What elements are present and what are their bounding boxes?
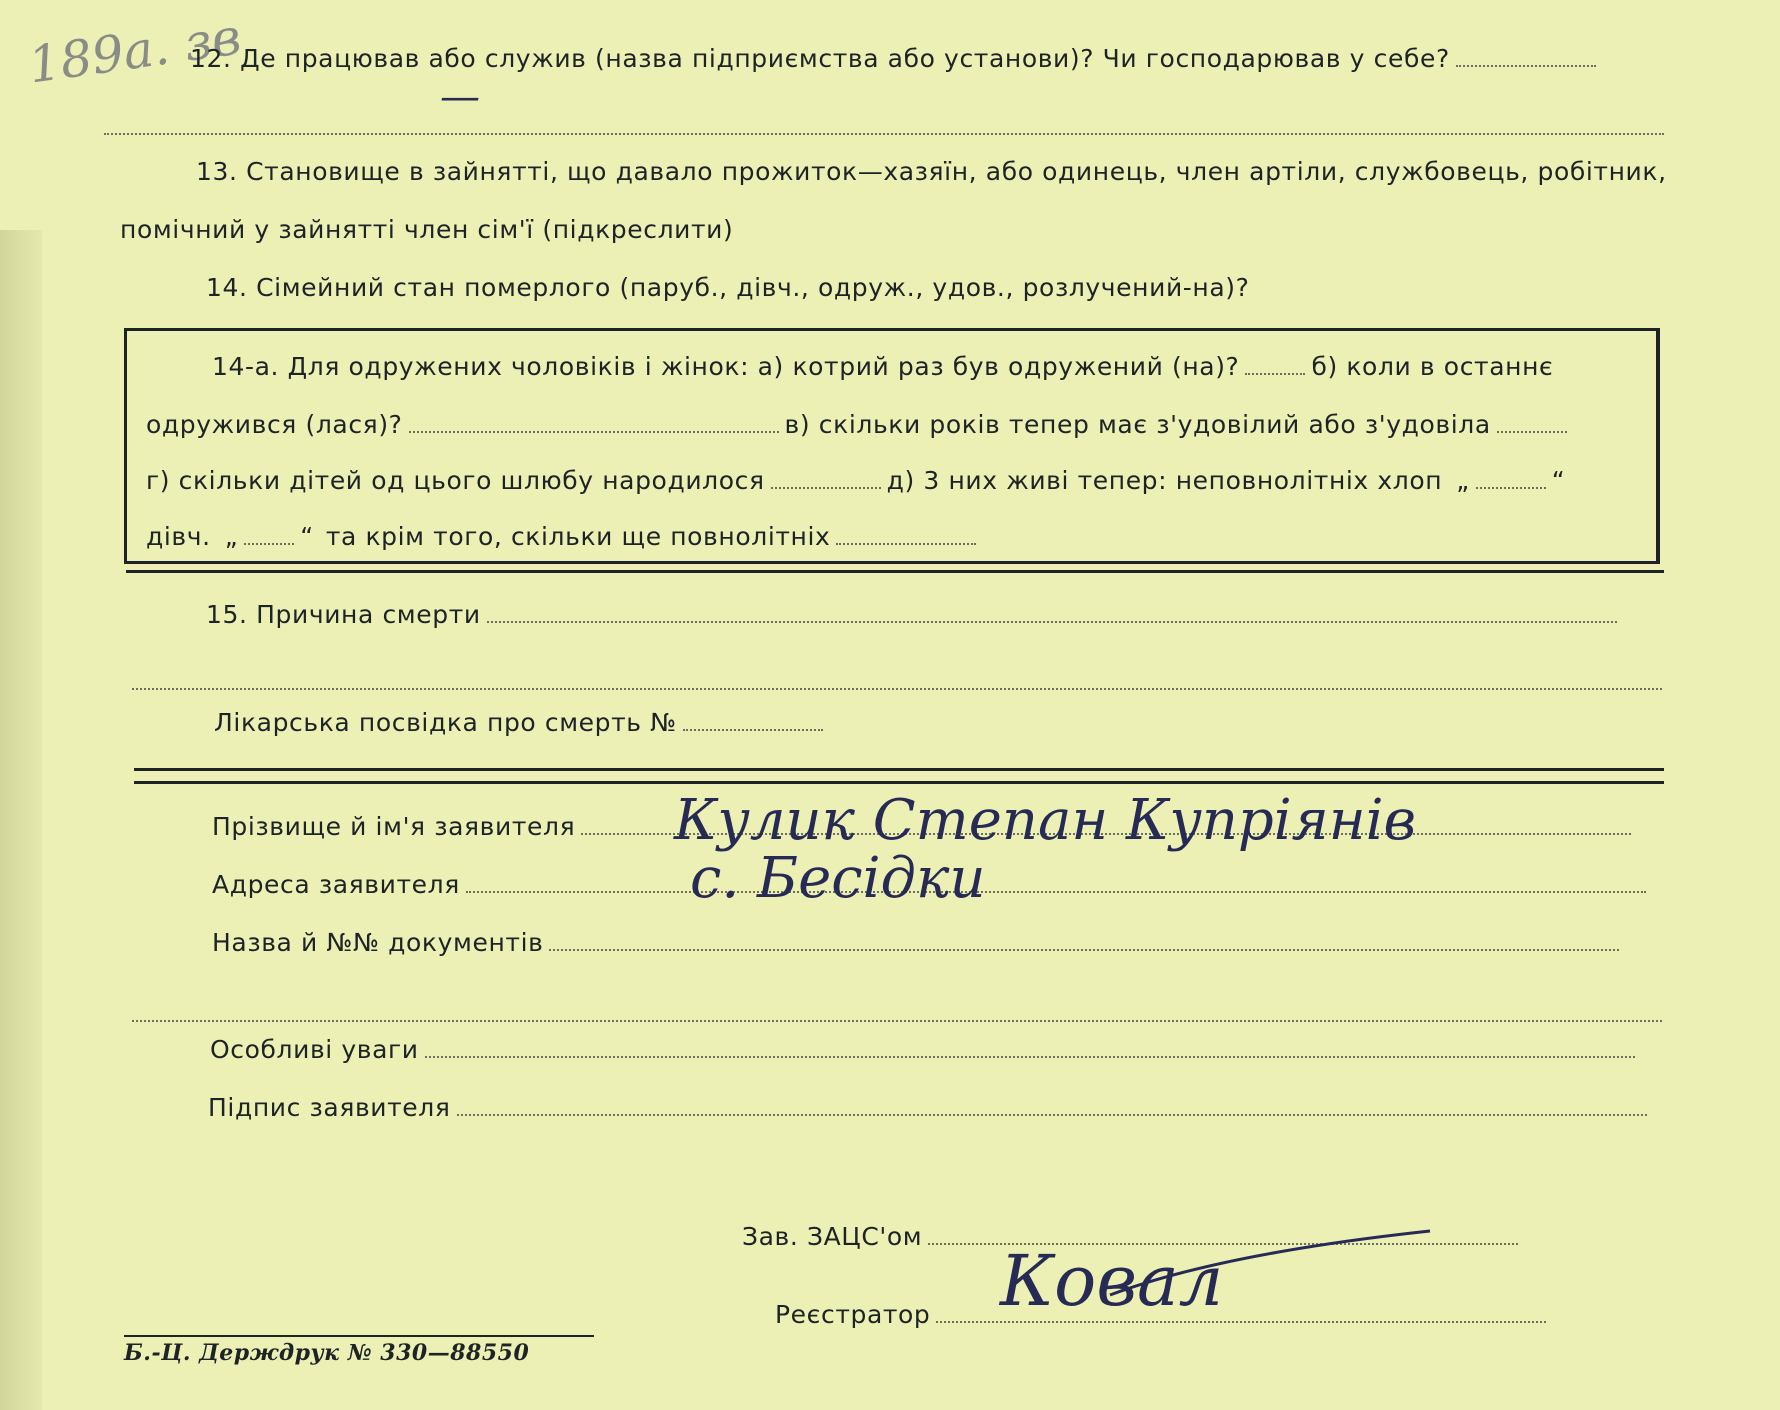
question-14a-line4 [146,522,982,551]
q14a-quote-open-2: „ [224,522,239,551]
question-14a-line1 [212,352,1553,381]
documents-row [212,928,1625,957]
q14a-quote-open: „ [1456,466,1470,495]
question-12-answer: — [440,74,480,120]
documents-label: Назва й №№ документів [212,928,544,957]
remarks-label: Особливі уваги [210,1035,419,1064]
remarks-row [210,1035,1641,1064]
question-14a-line3 [146,466,1565,495]
printer-rule [124,1335,594,1337]
answer-line [104,133,1664,135]
question-15-text: 15. Причина смерти [206,600,481,629]
q14a-part7: дівч. [146,522,211,551]
applicant-name-label: Прізвище й ім'я заявителя [212,812,576,841]
applicant-signature-row [208,1093,1653,1122]
medical-certificate [214,708,829,737]
section-divider [134,781,1664,784]
signature-flourish [1100,1225,1440,1305]
q14a-part4: в) скільки років тепер має з'удовілий або з'удовіла [784,410,1491,439]
question-14a-line2 [146,410,1573,439]
paper-fold-shadow [0,230,42,1410]
q14a-part2: б) коли в останнє [1311,352,1554,381]
q14a-part3: одружився (лася)? [146,410,403,439]
box-bottom-bar [126,570,1664,573]
printer-imprint: Б.-Ц. Держдрук № 330—88550 [124,1340,530,1366]
q14a-part5: г) скільки дітей од цього шлюбу народилося [146,466,765,495]
question-15 [206,600,1623,629]
head-of-registry-label: Зав. ЗАЦС'ом [742,1222,923,1251]
answer-line [132,688,1662,690]
registrar-signature: Ковал [1000,1240,1224,1322]
applicant-name-value: Кулик Степан Купріянів [674,788,1417,853]
question-14: 14. Сімейний стан померлого (паруб., дівч., одруж., удов., розлучений-на)? [206,273,1250,302]
applicant-address-label: Адреса заявителя [212,870,460,899]
q14a-part1: 14-а. Для одружених чоловіків і жінок: а) котрий раз був одружений (на)? [212,352,1240,381]
question-12 [190,44,1602,73]
q14a-part8: та крім того, скільки ще повнолітніх [325,522,831,551]
pencil-record-number: 189а. зв [25,7,245,95]
q14a-quote-close-2: “ [300,522,314,551]
answer-line [132,1020,1662,1022]
applicant-address-value: с. Бесідки [690,846,986,911]
registrar-label: Реєстратор [775,1300,931,1329]
applicant-signature-label: Підпис заявителя [208,1093,451,1122]
question-12-text: 12. Де працював або служив (назва підприємства або установи)? Чи господарював у себе? [190,44,1450,73]
medical-certificate-label: Лікарська посвідка про смерть № [214,708,677,737]
q14a-quote-close: “ [1551,466,1566,495]
q14a-part6: д) 3 них живі тепер: неповнолітніх хлоп [886,466,1443,495]
question-13-line1: 13. Становище в зайнятті, що давало прожиток—хазяїн, або одинець, член артіли, службовець, робітник, [196,157,1667,186]
question-13-line2: помічний у зайнятті член сім'ї (підкреслити) [120,215,734,244]
section-divider [134,768,1664,771]
